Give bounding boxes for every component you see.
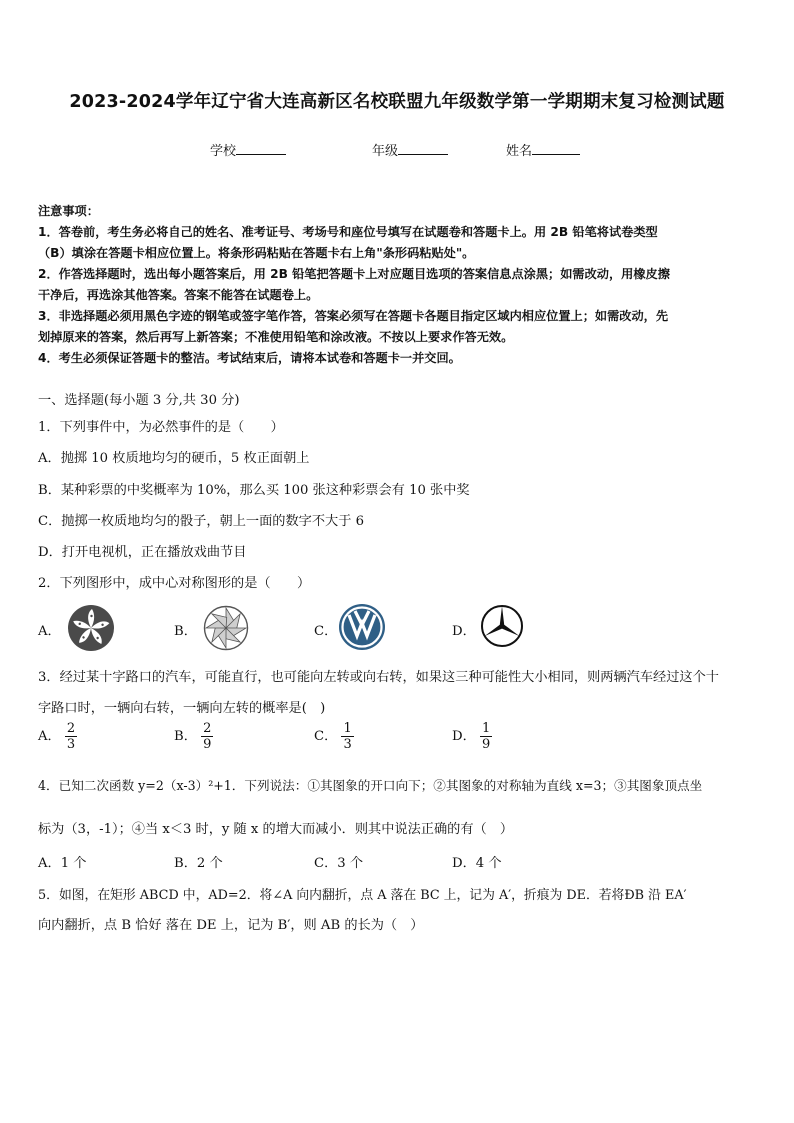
school-label: 学校 (210, 144, 237, 159)
denominator: 3 (343, 737, 352, 752)
q1-stem: 1．下列事件中，为必然事件的是（ ） (38, 420, 284, 435)
q5-line1: 5．如图，在矩形 ABCD 中，AD=2．将∠A 向内翻折，点 A 落在 BC 上，记为 A′，折痕为 DE．若将ÐB 沿 EA′ (38, 888, 687, 903)
notes-line: 4．考生必须保证答题卡的整洁。考试结束后，请将本试卷和答题卡一并交回。 (38, 351, 461, 365)
grade-label: 年级 (372, 144, 399, 159)
mercedes-logo-icon (480, 604, 524, 648)
denominator: 9 (203, 737, 212, 752)
q4-option-c: C．3 个 (314, 856, 364, 871)
q3-option-d (452, 721, 492, 752)
school-field (210, 140, 286, 159)
bauhinia-icon (67, 604, 115, 652)
q4-line2: 标为（3，-1）；④当 x＜3 时，y 随 x 的增大而减小．则其中说法正确的有（ ） (38, 822, 514, 837)
q5-line2: 向内翻折，点 B 恰好 落在 DE 上，记为 B′，则 AB 的长为（ ） (38, 918, 424, 933)
numerator: 2 (66, 721, 76, 736)
fraction (201, 721, 213, 752)
notes-line: 2．作答选择题时，选出每小题答案后，用 2B 铅笔把答题卡上对应题目选项的答案信息点涂黑；如需改动，用橡皮擦 (38, 267, 670, 281)
notes-line: 1．答卷前，考生务必将自己的姓名、准考证号、考场号和座位号填写在试题卷和答题卡上。用 2B 铅笔将试卷类型 (38, 225, 658, 239)
notes-heading: 注意事项： (38, 204, 99, 218)
notes-line: （B）填涂在答题卡相应位置上。将条形码粘贴在答题卡右上角"条形码粘贴处"。 (38, 246, 475, 260)
q1-option-d: D．打开电视机，正在播放戏曲节目 (38, 545, 247, 560)
q2-label-c: C． (314, 624, 338, 639)
exam-title: 2023-2024学年辽宁省大连高新区名校联盟九年级数学第一学期期末复习检测试题 (69, 92, 725, 112)
pinwheel-icon (203, 605, 249, 651)
option-label: C． (314, 729, 338, 744)
name-field (506, 140, 580, 159)
notes-line: 3．非选择题必须用黑色字迹的钢笔或签字笔作答，答案必须写在答题卡各题目指定区域内相应位置上；如需改动，先 (38, 309, 669, 323)
name-label: 姓名 (506, 144, 533, 159)
option-label: A． (38, 729, 61, 744)
q2-label-b: B． (174, 624, 197, 639)
denominator: 9 (481, 737, 491, 752)
q2-stem: 2．下列图形中，成中心对称图形的是（ ） (38, 576, 311, 591)
option-label: D． (452, 729, 476, 744)
option-label: B． (174, 729, 197, 744)
school-blank (236, 142, 286, 155)
vw-logo-icon (338, 603, 386, 651)
q3-option-b (174, 721, 213, 752)
denominator: 3 (66, 737, 76, 752)
numerator: 2 (203, 721, 212, 736)
numerator: 1 (481, 721, 491, 736)
q1-option-a: A．抛掷 10 枚质地均匀的硬币，5 枚正面朝上 (38, 451, 310, 466)
q3-line2: 字路口时，一辆向右转，一辆向左转的概率是( ) (38, 701, 326, 716)
grade-blank (398, 142, 448, 155)
fraction (341, 721, 353, 752)
fraction (480, 721, 492, 752)
fraction (65, 721, 77, 752)
numerator: 1 (343, 721, 352, 736)
notes-line: 干净后，再选涂其他答案。答案不能答在试题卷上。 (38, 288, 319, 302)
q1-option-c: C．抛掷一枚质地均匀的骰子，朝上一面的数字不大于 6 (38, 514, 364, 529)
q4-option-a: A．1 个 (38, 856, 87, 871)
q2-label-a: A． (38, 624, 61, 639)
name-blank (532, 142, 580, 155)
q2-label-d: D． (452, 624, 476, 639)
q3-option-c (314, 721, 354, 752)
q4-line1: 4．已知二次函数 y=2（x-3）²+1．下列说法：①其图象的开口向下；②其图象的对称轴为直线 x=3；③其图象顶点坐 (38, 778, 703, 793)
notes-line: 划掉原来的答案，然后再写上新答案；不准使用铅笔和涂改液。不按以上要求作答无效。 (38, 330, 514, 344)
q3-line1: 3．经过某十字路口的汽车，可能直行，也可能向左转或向右转，如果这三种可能性大小相同，则两辆汽车经过这个十 (38, 670, 719, 685)
q4-option-b: B．2 个 (174, 856, 223, 871)
q3-option-a (38, 721, 77, 752)
q1-option-b: B．某种彩票的中奖概率为 10%，那么买 100 张这种彩票会有 10 张中奖 (38, 483, 470, 498)
section-heading: 一、选择题(每小题 3 分,共 30 分) (38, 393, 240, 408)
q4-option-d: D．4 个 (452, 856, 502, 871)
grade-field (372, 140, 448, 159)
